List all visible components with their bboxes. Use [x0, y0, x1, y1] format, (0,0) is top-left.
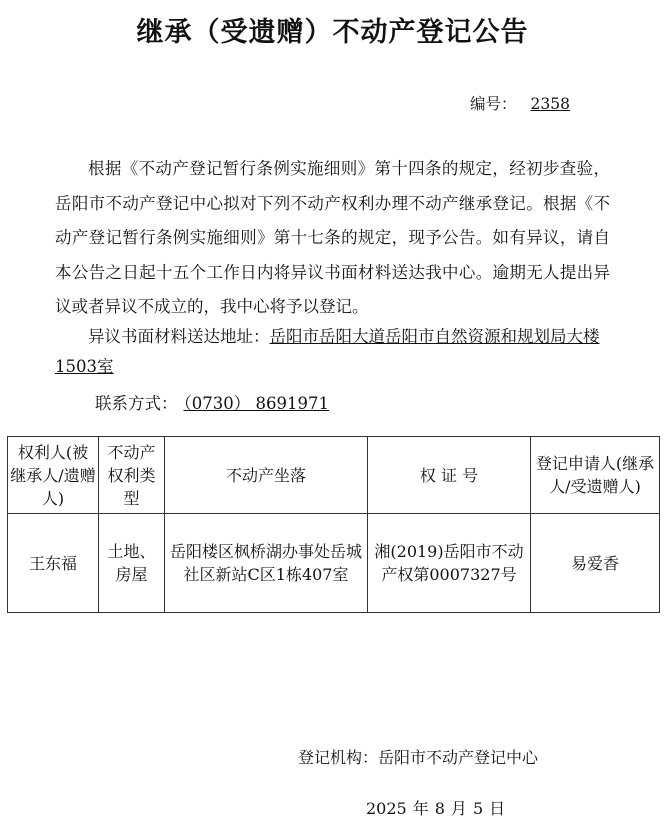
authority-value: 岳阳市不动产登记中心: [378, 748, 539, 767]
doc-number-value: 2358: [530, 95, 570, 113]
registration-table: [7, 436, 660, 613]
cell-right-holder: 王东福: [8, 514, 99, 613]
date-month: 8: [434, 799, 445, 818]
cell-right-type: 土地、房屋: [99, 514, 165, 613]
objection-address: [55, 322, 610, 382]
contact-info: [95, 390, 347, 414]
header-applicant: 登记申请人(继承人/受遗赠人): [531, 437, 660, 514]
contact-label: 联系方式：: [95, 394, 178, 413]
contact-value: （0730） 8691971: [183, 394, 329, 413]
objection-address-value: 岳阳市岳阳大道岳阳市自然资源和规划局大楼1503室: [55, 327, 600, 376]
date-day-unit: 日: [489, 799, 506, 818]
header-location: 不动产坐落: [165, 437, 368, 514]
page-title: 继承（受遗赠）不动产登记公告: [136, 17, 529, 48]
cell-certificate-number: 湘(2019)岳阳市不动产权第0007327号: [368, 514, 531, 613]
header-certificate-number: 权 证 号: [368, 437, 531, 514]
objection-address-label: 异议书面材料送达地址：: [88, 327, 270, 346]
date-year-unit: 年: [412, 799, 429, 818]
header-right-holder: 权利人(被继承人/遗赠人): [8, 437, 99, 514]
table-row: [8, 514, 660, 613]
doc-number-label: 编号：: [470, 95, 517, 113]
announcement-paragraph: 根据《不动产登记暂行条例实施细则》第十四条的规定，经初步查验，岳阳市不动产登记中心拟对下列不动产权利办理不动产继承登记。根据《不动产登记暂行条例实施细则》第十七条的规定，现予公告。如有异议，请自本公告之日起十五个工作日内将异议书面材料送达我中心。逾期无人提出异议或者异议不成立的，我中心将予以登记。: [55, 159, 610, 316]
announcement-date: [363, 796, 508, 819]
header-right-type: 不动产权利类型: [99, 437, 165, 514]
date-year: 2025: [366, 799, 407, 818]
authority-label: 登记机构：: [298, 748, 379, 767]
date-month-unit: 月: [450, 799, 467, 818]
cell-location: 岳阳楼区枫桥湖办事处岳城社区新站C区1栋407室: [165, 514, 368, 613]
table-header-row: [8, 437, 660, 514]
cell-applicant: 易爱香: [531, 514, 660, 613]
date-day: 5: [472, 799, 484, 818]
registration-authority: [298, 745, 538, 768]
doc-number: [470, 92, 570, 114]
